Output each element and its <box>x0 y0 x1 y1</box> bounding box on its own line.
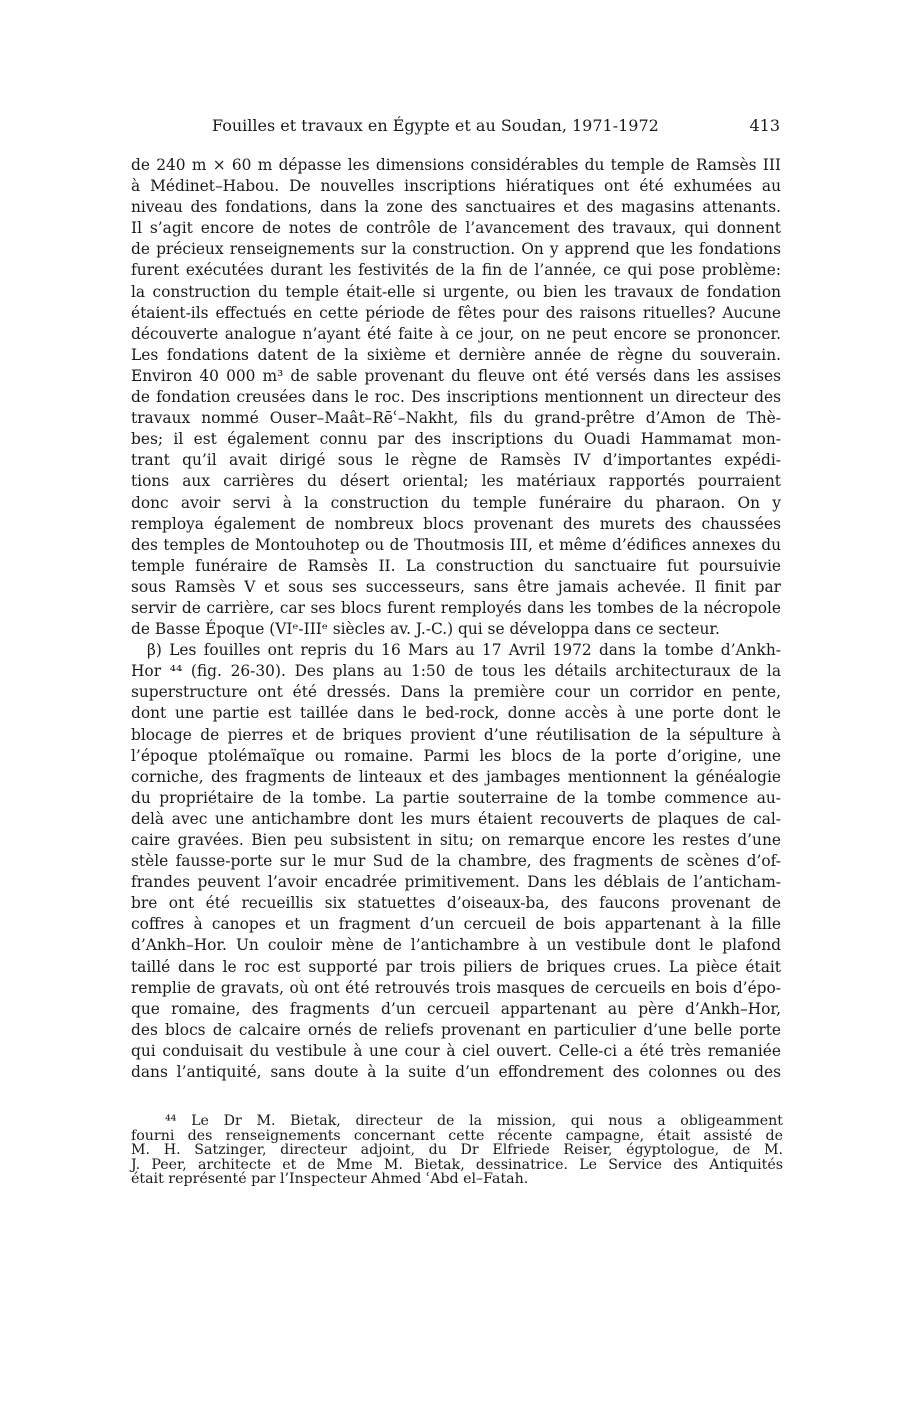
body-line: taillé dans le roc est supporté par trois piliers de briques crues. La pièce était <box>131 957 781 976</box>
running-head <box>212 114 780 138</box>
body-line: découverte analogue n’ayant été faite à ce jour, on ne peut encore se prononcer. <box>131 324 781 343</box>
body-line: servir de carrière, car ses blocs furent remployés dans les tombes de la nécropole <box>131 598 781 617</box>
body-line: Il s’agit encore de notes de contrôle de l’avancement des travaux, qui donnent <box>131 219 781 238</box>
body-line: donc avoir servi à la construction du temple funéraire du pharaon. On y <box>131 493 781 512</box>
body-line: travaux nommé Ouser–Maât–Rēʿ–Nakht, fils du grand-prêtre d’Amon de Thè- <box>131 409 781 428</box>
footnote-line: était représenté par l’Inspecteur Ahmed ʿAbd el–Fatah. <box>131 1171 529 1188</box>
body-line: corniche, des fragments de linteaux et des jambages mentionnent la généalogie <box>131 767 781 786</box>
body-line: furent exécutées durant les festivités de la fin de l’année, ce qui pose problème: <box>131 261 781 280</box>
body-line: des blocs de calcaire ornés de reliefs provenant en particulier d’une belle porte <box>131 1020 781 1039</box>
body-line: qui conduisait du vestibule à une cour à ciel ouvert. Celle-ci a été très remaniée <box>131 1041 781 1060</box>
page-number: 413 <box>749 116 780 135</box>
body-line: blocage de pierres et de briques provient d’une réutilisation de la sépulture à <box>131 725 781 744</box>
body-line: étaient-ils effectués en cette période de fêtes pour des raisons rituelles? Aucune <box>131 303 781 322</box>
body-line: à Médinet–Habou. De nouvelles inscriptions hiératiques ont été exhumées au <box>131 177 781 196</box>
body-line: β) Les fouilles ont repris du 16 Mars au 17 Avril 1972 dans la tombe d’Ankh- <box>147 641 781 660</box>
body-line: tions aux carrières du désert oriental; les matériaux rapportés pourraient <box>131 472 781 491</box>
footnote-line: fourni des renseignements concernant cette récente campagne, était assisté de <box>131 1127 783 1144</box>
body-line: de Basse Époque (VIᵉ-IIIᵉ siècles av. J.-C.) qui se développa dans ce secteur. <box>131 620 720 639</box>
body-line: l’époque ptolémaïque ou romaine. Parmi les blocs de la porte d’origine, une <box>131 746 781 765</box>
body-line: Les fondations datent de la sixième et dernière année de règne du souverain. <box>131 345 781 364</box>
body-line: d’Ankh–Hor. Un couloir mène de l’antichambre à un vestibule dont le plafond <box>131 936 781 955</box>
body-line: du propriétaire de la tombe. La partie souterraine de la tombe commence au- <box>131 788 781 807</box>
running-title: Fouilles et travaux en Égypte et au Soudan, 1971-1972 <box>212 116 659 135</box>
body-line: la construction du temple était-elle si urgente, ou bien les travaux de fondation <box>131 282 781 301</box>
body-line: dans l’antiquité, sans doute à la suite d’un effondrement des colonnes ou des <box>131 1063 781 1082</box>
body-line: trant qu’il avait dirigé sous le règne de Ramsès IV d’importantes expédi- <box>131 451 781 470</box>
body-line: remplie de gravats, où ont été retrouvés trois masques de cercueils en bois d’épo- <box>131 978 781 997</box>
footnote-line: J. Peer, architecte et de Mme M. Bietak, dessinatrice. Le Service des Antiquités <box>131 1156 783 1173</box>
body-line: niveau des fondations, dans la zone des sanctuaires et des magasins attenants. <box>131 198 781 217</box>
body-line: de précieux renseignements sur la construction. On y apprend que les fondations <box>131 240 781 259</box>
body-line: Environ 40 000 m³ de sable provenant du fleuve ont été versés dans les assises <box>131 366 781 385</box>
body-line: dont une partie est taillée dans le bed-rock, donne accès à une porte dont le <box>131 704 781 723</box>
body-line: frandes peuvent l’avoir encadrée primitivement. Dans les déblais de l’anticham- <box>131 873 781 892</box>
body-line: que romaine, des fragments d’un cercueil appartenant au père d’Ankh–Hor, <box>131 999 781 1018</box>
body-line: bre ont été recueillis six statuettes d’oiseaux-ba, des faucons provenant de <box>131 894 781 913</box>
body-line: temple funéraire de Ramsès II. La construction du sanctuaire fut poursuivie <box>131 556 781 575</box>
body-line: remploya également de nombreux blocs provenant des murets des chaussées <box>131 514 781 533</box>
footnote <box>131 1114 783 1187</box>
footnote-line: M. H. Satzinger, directeur adjoint, du Dr Elfriede Reiser, égyptologue, de M. <box>131 1142 783 1159</box>
body-line: Hor ⁴⁴ (fig. 26-30). Des plans au 1:50 de tous les détails architecturaux de la <box>131 662 781 681</box>
body-line: delà avec une antichambre dont les murs étaient recouverts de plaques de cal- <box>131 809 781 828</box>
body-line: caire gravées. Bien peu subsistent in situ; on remarque encore les restes d’une <box>131 831 781 849</box>
body-line: superstructure ont été dressés. Dans la première cour un corridor en pente, <box>131 683 781 702</box>
footnote-line: ⁴⁴ Le Dr M. Bietak, directeur de la mission, qui nous a obligeamment <box>165 1113 783 1129</box>
body-line: de 240 m × 60 m dépasse les dimensions considérables du temple de Ramsès III <box>131 156 781 174</box>
body-line: des temples de Montouhotep ou de Thoutmosis III, et même d’édifices annexes du <box>131 535 781 554</box>
body-line: bes; il est également connu par des inscriptions du Ouadi Hammamat mon- <box>131 430 781 449</box>
body-line: stèle fausse-porte sur le mur Sud de la chambre, des fragments de scènes d’of- <box>131 852 781 871</box>
body-line: de fondation creusées dans le roc. Des inscriptions mentionnent un directeur des <box>131 388 781 407</box>
body-text <box>131 155 781 1083</box>
body-line: coffres à canopes et un fragment d’un cercueil de bois appartenant à la fille <box>131 915 781 934</box>
body-line: sous Ramsès V et sous ses successeurs, sans être jamais achevée. Il finit par <box>131 577 781 596</box>
